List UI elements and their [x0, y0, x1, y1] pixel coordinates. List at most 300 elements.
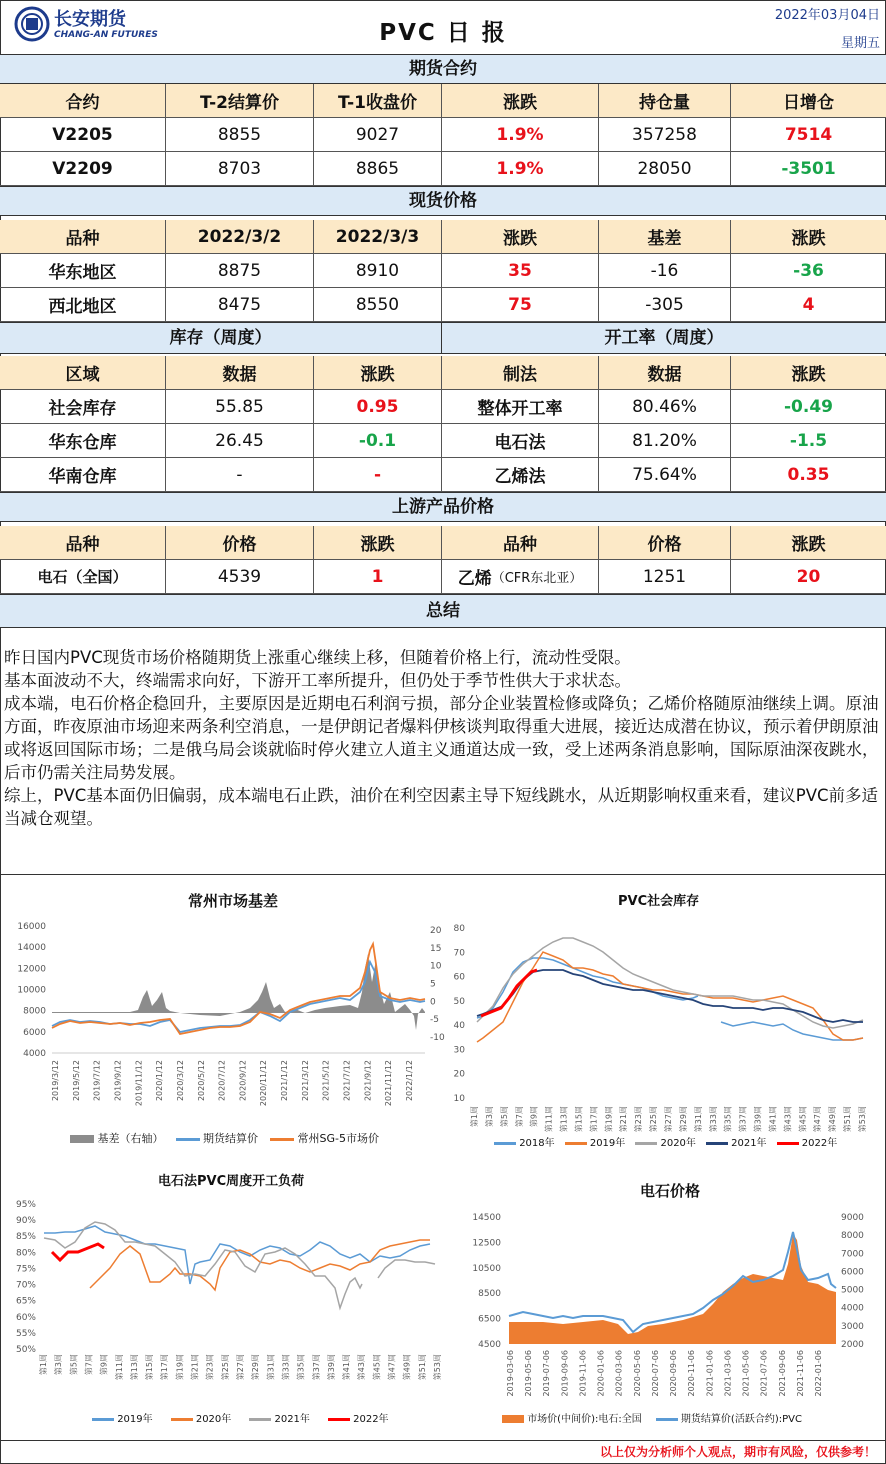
series-2021-line-b [378, 1260, 435, 1278]
change-value: 35 [442, 254, 599, 287]
axis-tick-label: 80% [15, 1248, 36, 1259]
rate-value: 75.64% [599, 458, 731, 491]
axis-tick-label: 2020/11/12 [259, 1060, 269, 1107]
axis-tick-label: 第21周 [619, 1106, 629, 1133]
report-header [0, 0, 886, 54]
legend-item [656, 1410, 802, 1425]
axis-tick-label: 75% [15, 1264, 36, 1275]
legend-label: 2022年 [353, 1414, 389, 1425]
column-header: 制法 [442, 356, 599, 389]
upstream-price: 1251 [599, 560, 731, 593]
column-header: 2022/3/3 [314, 220, 442, 253]
product-note: （CFR东北亚） [491, 571, 583, 586]
axis-tick-label: 第15周 [574, 1106, 584, 1133]
axis-tick-label: 3000 [841, 1321, 864, 1332]
inventory-legend [494, 1134, 837, 1149]
close-price: 9027 [314, 118, 442, 151]
region-name: 西北地区 [0, 288, 166, 321]
inventory-change: -0.1 [314, 424, 442, 457]
axis-tick-label: 50 [453, 996, 465, 1007]
axis-tick-label: 2019/7/12 [92, 1060, 102, 1102]
rate-value: 80.46% [599, 390, 731, 423]
axis-tick-label: 第1周 [39, 1354, 48, 1376]
series-2020-line [477, 938, 863, 1028]
summary-text [4, 646, 884, 830]
change-value: 1.9% [442, 118, 599, 151]
spot-section-title: 现货价格 [0, 186, 886, 216]
axis-tick-label: 第43周 [783, 1106, 793, 1133]
series-2021-line [477, 970, 863, 1022]
legend-swatch [270, 1138, 294, 1141]
axis-tick-label: 2020/1/12 [155, 1060, 165, 1102]
axis-tick-label: 第27周 [664, 1106, 673, 1133]
axis-tick-label: 第37周 [738, 1106, 748, 1133]
legend-item [249, 1410, 310, 1425]
axis-tick-label: 9000 [841, 1213, 864, 1223]
basis-change: 4 [802, 294, 815, 315]
legend-swatch [171, 1418, 193, 1421]
axis-tick-label: 第41周 [768, 1106, 778, 1133]
carbide-y-left-axis [472, 1213, 501, 1350]
legend-item [92, 1410, 153, 1425]
column-header: 品种 [442, 526, 599, 559]
inventory-region: 社会库存 [0, 390, 166, 423]
column-header: 持仓量 [599, 84, 731, 117]
legend-swatch [249, 1418, 271, 1421]
operating-legend [92, 1410, 389, 1425]
axis-tick-label: 10 [453, 1094, 465, 1104]
column-header: 涨跌 [314, 356, 442, 389]
table-row [0, 288, 886, 322]
inventory-chart [443, 912, 886, 1152]
axis-tick-label: 6000 [841, 1267, 864, 1278]
carbide-price-area [509, 1234, 836, 1344]
axis-tick-label: 第51周 [843, 1106, 853, 1133]
inventory-region: 华东仓库 [0, 424, 166, 457]
column-header: 涨跌 [314, 526, 442, 559]
axis-tick-label: 第45周 [372, 1354, 382, 1381]
change-value: 75 [442, 288, 599, 321]
axis-tick-label: 95% [15, 1200, 36, 1210]
legend-item [706, 1134, 767, 1149]
column-header: 品种 [0, 526, 166, 559]
axis-tick-label: 第11周 [114, 1354, 124, 1381]
axis-tick-label: 第53周 [433, 1354, 442, 1381]
rate-change: 0.35 [787, 464, 830, 485]
report-title: PVC 日 报 [379, 20, 507, 46]
legend-label: 市场价(中间价):电石:全国 [527, 1414, 642, 1425]
axis-tick-label: 第5周 [69, 1354, 79, 1376]
operating-y-axis [16, 1200, 36, 1355]
axis-tick-label: 第49周 [828, 1106, 838, 1133]
axis-tick-label: 第3周 [54, 1354, 64, 1376]
column-header: T-2结算价 [166, 84, 314, 117]
axis-tick-label: 2022-01-06 [814, 1350, 823, 1397]
axis-tick-label: 第31周 [693, 1106, 703, 1133]
axis-tick-label: 2021/1/12 [280, 1060, 290, 1102]
axis-tick-label: 8000 [841, 1231, 864, 1242]
axis-tick-label: 15 [430, 943, 442, 954]
upstream-price: 4539 [166, 560, 314, 593]
column-header: 涨跌 [442, 84, 599, 117]
futures-section-title: 期货合约 [0, 54, 886, 84]
axis-tick-label: 第33周 [281, 1354, 291, 1381]
series-2018-line-b [721, 1022, 863, 1040]
upstream-section-title: 上游产品价格 [0, 492, 886, 522]
legend-label: 2021年 [274, 1414, 310, 1425]
legend-item [270, 1130, 379, 1146]
axis-tick-label: 20 [430, 926, 442, 936]
axis-tick-label: 第31周 [266, 1354, 276, 1381]
price-curr: 8910 [314, 254, 442, 287]
axis-tick-label: 2019-11-06 [578, 1350, 588, 1397]
legend-item [70, 1130, 164, 1146]
column-header: 涨跌 [791, 535, 826, 555]
axis-tick-label: 5000 [841, 1285, 864, 1296]
axis-tick-label: 第15周 [145, 1354, 155, 1381]
axis-tick-label: 2020-07-06 [650, 1350, 660, 1397]
carbide-chart [443, 1204, 886, 1414]
spot-header-row [0, 220, 886, 254]
axis-tick-label: 第53周 [858, 1106, 867, 1133]
column-header: 数据 [599, 356, 731, 389]
legend-item [565, 1134, 626, 1149]
axis-tick-label: 第13周 [129, 1354, 139, 1381]
axis-tick-label: 第13周 [559, 1106, 569, 1133]
axis-tick-label: 2021-07-06 [759, 1350, 769, 1397]
axis-tick-label: 第33周 [708, 1106, 718, 1133]
axis-tick-label: 6000 [23, 1027, 46, 1038]
axis-tick-label: 2020/7/12 [217, 1060, 227, 1102]
product-name: 乙烯 [457, 569, 492, 589]
region-name: 华东地区 [0, 254, 166, 287]
axis-tick-label: 50% [15, 1345, 36, 1355]
price-prev: 8875 [166, 254, 314, 287]
company-name-en: CHANG-AN FUTURES [54, 30, 158, 40]
inventory-value: - [166, 458, 314, 491]
axis-tick-label: 4000 [841, 1303, 864, 1314]
legend-label: 常州SG-5市场价 [297, 1132, 379, 1145]
legend-swatch [565, 1142, 587, 1145]
inventory-change: 0.95 [314, 390, 442, 423]
table-row [0, 254, 886, 288]
settle-price: 8703 [166, 152, 314, 185]
column-header: 合约 [0, 84, 166, 117]
axis-tick-label: 10000 [17, 985, 46, 996]
price-prev: 8475 [166, 288, 314, 321]
table-row [0, 424, 886, 458]
legend-swatch [176, 1138, 200, 1141]
axis-tick-label: 10500 [472, 1263, 501, 1274]
legend-label: 2018年 [519, 1138, 555, 1149]
axis-tick-label: 第39周 [753, 1106, 763, 1133]
method-name: 电石法 [442, 424, 599, 457]
axis-tick-label: 14500 [472, 1213, 501, 1223]
axis-tick-label: 60% [15, 1312, 36, 1323]
axis-tick-label: 12000 [17, 964, 46, 975]
axis-tick-label: 16000 [17, 922, 46, 932]
carbide-legend [502, 1410, 802, 1425]
basis-legend [70, 1130, 379, 1146]
column-header: 数据 [166, 356, 314, 389]
report-weekday: 星期五 [840, 36, 880, 51]
axis-tick-label: 7000 [841, 1249, 864, 1260]
legend-item [171, 1410, 232, 1425]
axis-tick-label: 第19周 [175, 1354, 185, 1381]
axis-tick-label: 2019/11/12 [134, 1060, 144, 1107]
axis-tick-label: 第3周 [484, 1106, 494, 1128]
summary-paragraph: 基本面波动不大，终端需求向好，下游开工率所提升，但仍处于季节性供大于求状态。 [4, 671, 631, 690]
column-header: T-1收盘价 [314, 84, 442, 117]
inventory-value: 55.85 [166, 390, 314, 423]
operating-chart [0, 1192, 443, 1422]
legend-label: 2022年 [801, 1138, 838, 1149]
axis-tick-label: -10 [430, 1033, 445, 1043]
axis-tick-label: 55% [15, 1328, 36, 1339]
axis-tick-label: 10 [430, 961, 442, 972]
footer-divider [0, 1440, 886, 1441]
axis-tick-label: 20 [453, 1069, 465, 1080]
series-2022-line [52, 1244, 104, 1260]
axis-tick-label: 4000 [23, 1049, 46, 1059]
axis-tick-label: 5 [430, 979, 436, 990]
axis-tick-label: 第25周 [649, 1106, 659, 1133]
rate-value: 81.20% [599, 424, 731, 457]
legend-item [328, 1410, 389, 1425]
axis-tick-label: 12500 [472, 1238, 501, 1249]
axis-tick-label: 第37周 [311, 1354, 321, 1381]
legend-label: 2020年 [195, 1414, 232, 1425]
change-value: 1.9% [442, 152, 599, 185]
basis-value: -16 [599, 254, 731, 287]
axis-tick-label: 第47周 [813, 1106, 823, 1133]
axis-tick-label: 0 [430, 997, 436, 1008]
contract-name: V2209 [0, 152, 166, 185]
contract-name: V2205 [0, 118, 166, 151]
price-curr: 8550 [314, 288, 442, 321]
method-name: 整体开工率 [442, 390, 599, 423]
axis-tick-label: 第49周 [402, 1354, 412, 1381]
axis-tick-label: 8000 [23, 1006, 46, 1017]
axis-tick-label: 2019/9/12 [113, 1060, 123, 1102]
table-row [0, 390, 886, 424]
axis-tick-label: 2019-03-06 [506, 1350, 515, 1397]
axis-tick-label: 2019-05-06 [524, 1350, 534, 1397]
legend-swatch [328, 1418, 350, 1421]
axis-tick-label: 2021/3/12 [300, 1060, 310, 1102]
axis-tick-label: 2021/7/12 [342, 1060, 352, 1102]
axis-tick-label: 2020/3/12 [175, 1060, 185, 1102]
axis-tick-label: 2021-05-06 [741, 1350, 751, 1397]
disclaimer: 以上仅为分析师个人观点，期市有风险，仅供参考！ [599, 1445, 876, 1459]
axis-tick-label: 2000 [841, 1340, 864, 1350]
axis-tick-label: 30 [453, 1045, 465, 1056]
axis-tick-label: 第7周 [514, 1106, 524, 1128]
axis-tick-label: 第27周 [236, 1354, 245, 1381]
axis-tick-label: 第51周 [417, 1354, 427, 1381]
legend-label: 2021年 [731, 1138, 767, 1149]
legend-swatch [92, 1418, 114, 1421]
axis-tick-label: 2020-03-06 [614, 1350, 624, 1397]
settle-price: 8855 [166, 118, 314, 151]
axis-tick-label: 80 [453, 924, 465, 934]
table-row [0, 152, 886, 186]
axis-tick-label: 2021/11/12 [384, 1060, 394, 1107]
axis-tick-label: 2019/3/12 [51, 1060, 60, 1102]
legend-swatch [635, 1142, 657, 1145]
inventory-section-title: 库存（周度） [0, 322, 442, 354]
table-row [0, 458, 886, 492]
column-header: 涨跌 [791, 365, 826, 385]
axis-tick-label: 4500 [478, 1340, 501, 1350]
axis-tick-label: 第1周 [470, 1106, 479, 1128]
axis-tick-label: 2020/5/12 [196, 1060, 206, 1102]
series-2020-line [90, 1240, 430, 1290]
legend-item [502, 1410, 642, 1425]
basis-value: -305 [599, 288, 731, 321]
inventory-chart-title: PVC社会库存 [618, 894, 700, 909]
axis-tick-label: 第11周 [544, 1106, 554, 1133]
oi-change: -3501 [781, 158, 836, 179]
column-header: 价格 [599, 526, 731, 559]
axis-tick-label: 2020/9/12 [238, 1060, 248, 1102]
operating-section-title: 开工率（周度） [442, 322, 886, 354]
summary-paragraph: 成本端，电石价格企稳回升，主要原因是近期电石利润亏损，部分企业装置检修或降负；乙烯价格随原油继续上调。原油方面，昨夜原油市场迎来两条利空消息，一是伊朗记者爆料伊核谈判取得重大进展，接近达成潜在协议，预示着伊朗原油或将返回国际市场；二是俄乌局会谈就临时停火建立人道主义通道达成一致，受上述两条消息影响，国际原油深夜跳水，后市仍需关注局势发展。 [4, 694, 879, 782]
inventory-change: - [314, 458, 442, 491]
legend-label: 期货结算价 [203, 1132, 258, 1145]
company-name-cn: 长安期货 [54, 9, 126, 30]
axis-tick-label: -5 [430, 1015, 439, 1026]
axis-tick-label: 第9周 [99, 1354, 109, 1376]
axis-tick-label: 60 [453, 972, 465, 983]
upstream-change: 1 [314, 560, 442, 593]
axis-tick-label: 第7周 [84, 1354, 94, 1376]
axis-tick-label: 第43周 [357, 1354, 367, 1381]
column-header: 基差 [599, 220, 731, 253]
upstream-change: 20 [796, 566, 821, 587]
axis-tick-label: 第9周 [529, 1106, 539, 1128]
axis-tick-label: 2021-01-06 [705, 1350, 715, 1397]
basis-chart [0, 912, 443, 1152]
inventory-value: 26.45 [166, 424, 314, 457]
column-header: 涨跌 [442, 220, 599, 253]
close-price: 8865 [314, 152, 442, 185]
axis-tick-label: 2022/1/12 [405, 1060, 414, 1102]
legend-item [176, 1130, 259, 1146]
legend-label: 2019年 [117, 1414, 153, 1425]
axis-tick-label: 8500 [478, 1289, 501, 1300]
axis-tick-label: 第45周 [798, 1106, 808, 1133]
upstream-header-row [0, 526, 886, 560]
open-interest: 28050 [599, 152, 731, 185]
axis-tick-label: 14000 [17, 943, 46, 954]
summary-paragraph: 综上，PVC基本面仍旧偏弱，成本端电石止跌，油价在利空因素主导下短线跳水，从近期影响权重来看，建议PVC前多适当减仓观望。 [4, 786, 879, 828]
axis-tick-label: 第25周 [220, 1354, 230, 1381]
axis-tick-label: 2021-03-06 [723, 1350, 733, 1397]
axis-tick-label: 第35周 [723, 1106, 733, 1133]
divider [0, 874, 886, 875]
axis-tick-label: 85% [15, 1232, 36, 1243]
legend-label: 2019年 [589, 1138, 626, 1149]
basis-y-left-axis [17, 922, 46, 1059]
futures-header-row [0, 84, 886, 118]
axis-tick-label: 2019/5/12 [71, 1060, 81, 1102]
inventory-y-axis [454, 924, 466, 1104]
legend-swatch [70, 1135, 94, 1143]
axis-tick-label: 第19周 [604, 1106, 614, 1133]
axis-tick-label: 2019-07-06 [542, 1350, 552, 1397]
axis-tick-label: 第21周 [190, 1354, 200, 1381]
summary-section-title: 总结 [0, 594, 886, 628]
axis-tick-label: 2019-09-06 [560, 1350, 570, 1397]
axis-tick-label: 第29周 [678, 1106, 688, 1133]
operating-x-axis [38, 1354, 442, 1380]
axis-tick-label: 第23周 [634, 1106, 644, 1133]
column-header: 价格 [166, 526, 314, 559]
legend-label: 2020年 [660, 1138, 696, 1149]
axis-tick-label: 第41周 [342, 1354, 352, 1381]
axis-tick-label: 第39周 [326, 1354, 336, 1381]
legend-label: 基差（右轴） [97, 1132, 164, 1145]
legend-swatch [706, 1142, 728, 1145]
report-date: 2022年03月04日 [774, 8, 880, 23]
basis-x-axis [51, 1060, 414, 1106]
basis-change: -36 [793, 260, 824, 281]
legend-swatch [656, 1418, 678, 1421]
column-header: 涨跌 [791, 229, 826, 249]
legend-label: 期货结算价(活跃合约):PVC [680, 1414, 802, 1425]
column-header: 区域 [0, 356, 166, 389]
legend-swatch [777, 1142, 799, 1145]
axis-tick-label: 2021-09-06 [777, 1350, 787, 1397]
inventory-x-axis [469, 1106, 867, 1132]
axis-tick-label: 70% [15, 1280, 36, 1291]
oi-change: 7514 [784, 124, 833, 145]
legend-swatch [494, 1142, 516, 1145]
carbide-y-right-axis [841, 1213, 864, 1350]
axis-tick-label: 2021/5/12 [321, 1060, 331, 1102]
axis-tick-label: 2021/9/12 [363, 1060, 373, 1102]
carbide-x-axis [506, 1350, 823, 1397]
axis-tick-label: 2020-09-06 [669, 1350, 679, 1397]
inventory-header-row [0, 356, 886, 390]
axis-tick-label: 第29周 [251, 1354, 261, 1381]
column-header: 日增仓 [783, 93, 834, 113]
column-header: 品种 [0, 220, 166, 253]
legend-item [777, 1134, 838, 1149]
axis-tick-label: 第17周 [160, 1354, 170, 1381]
axis-tick-label: 第23周 [205, 1354, 215, 1381]
axis-tick-label: 第5周 [499, 1106, 509, 1128]
axis-tick-label: 70 [453, 948, 465, 959]
axis-tick-label: 90% [15, 1216, 36, 1227]
axis-tick-label: 6500 [478, 1314, 501, 1325]
summary-paragraph: 昨日国内PVC现货市场价格随期货上涨重心继续上移，但随着价格上行，流动性受限。 [4, 648, 631, 667]
rate-change: -0.49 [784, 396, 833, 417]
open-interest: 357258 [599, 118, 731, 151]
table-row [0, 560, 886, 594]
axis-tick-label: 40 [453, 1021, 465, 1032]
axis-tick-label: 2020-01-06 [596, 1350, 606, 1397]
upstream-product [442, 560, 599, 593]
axis-tick-label: 2020-05-06 [632, 1350, 642, 1397]
axis-tick-label: 2020-11-06 [687, 1350, 697, 1397]
series-2021-line [44, 1222, 362, 1308]
axis-tick-label: 65% [15, 1296, 36, 1307]
axis-tick-label: 2021-11-06 [795, 1350, 805, 1397]
column-header: 2022/3/2 [166, 220, 314, 253]
method-name: 乙烯法 [442, 458, 599, 491]
